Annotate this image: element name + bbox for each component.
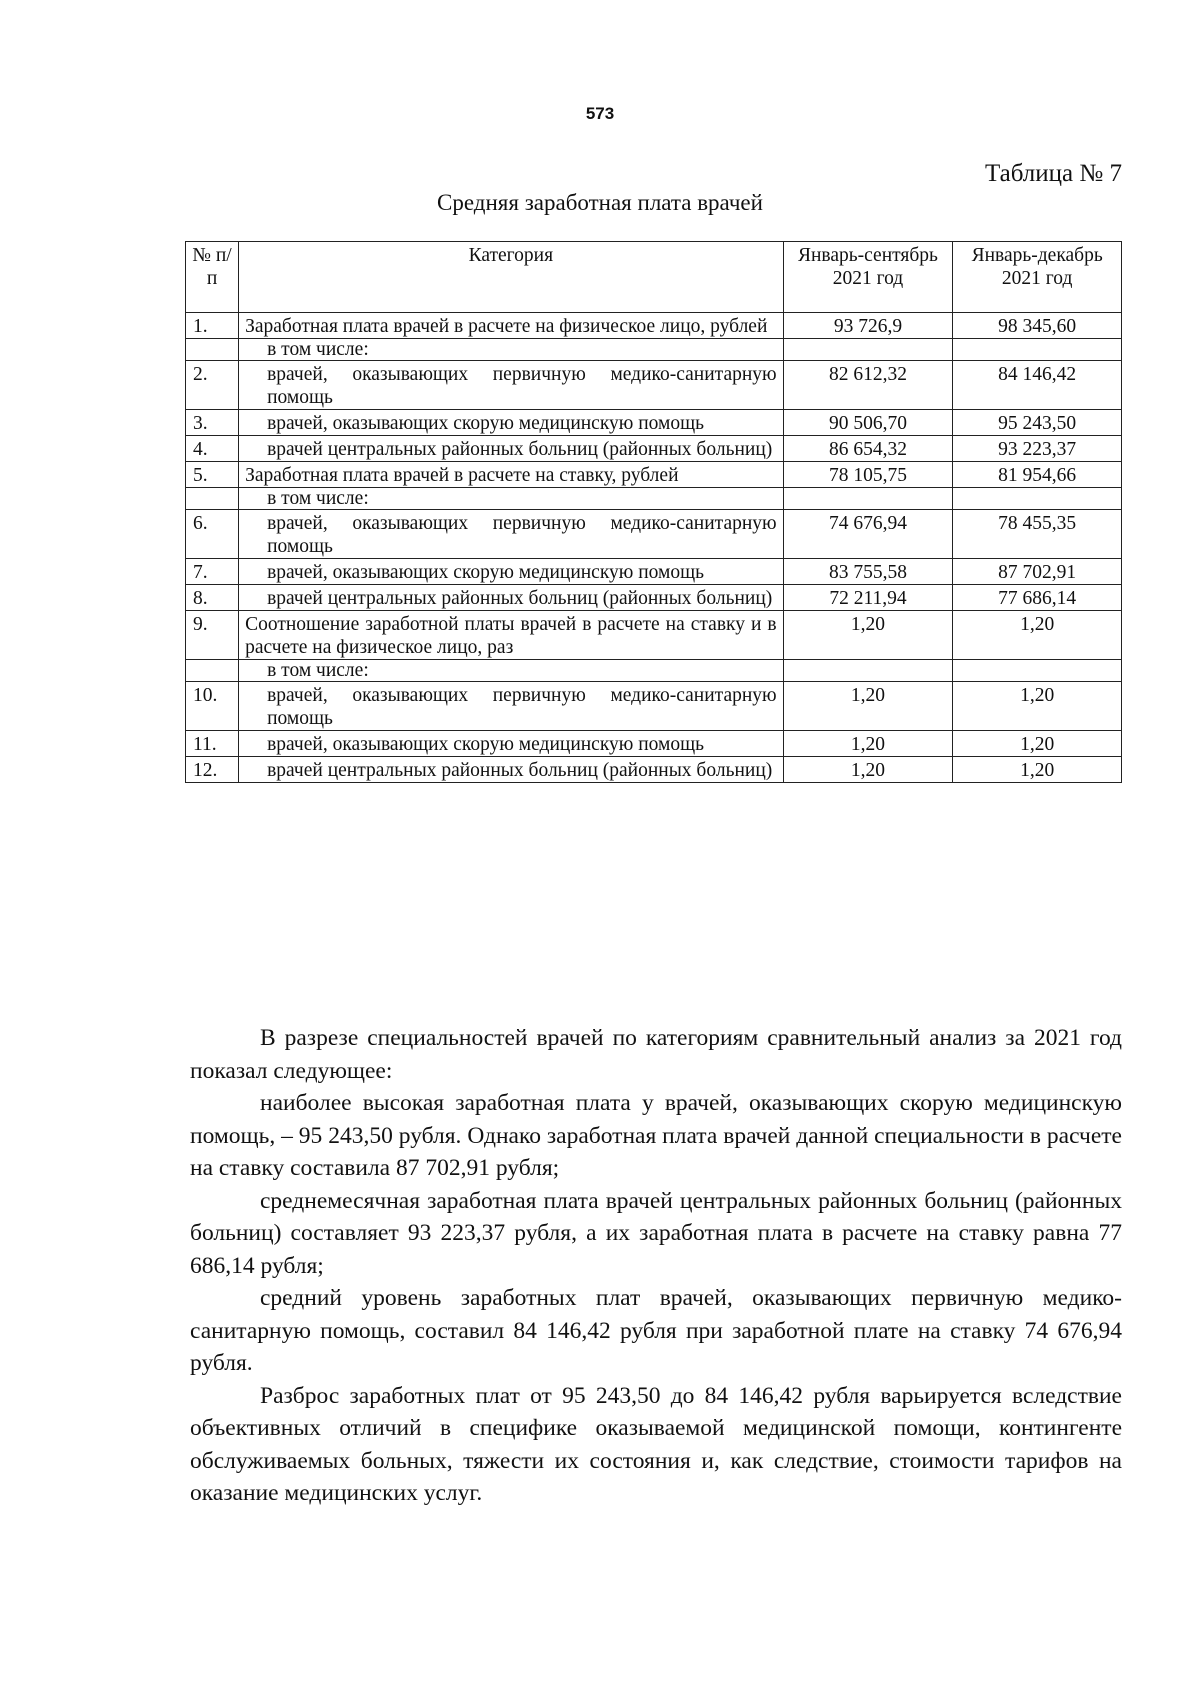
row-value-period2: 93 223,37 (953, 436, 1122, 462)
row-number: 10. (186, 682, 239, 731)
row-value-period1: 83 755,58 (783, 559, 953, 585)
row-category: Заработная плата врачей в расчете на ставку, рублей (239, 462, 784, 488)
header-category: Категория (239, 242, 784, 313)
table-title: Средняя заработная плата врачей (437, 190, 763, 215)
table-header-row (186, 242, 1122, 313)
table-row (186, 611, 1122, 660)
row-value-period1: 90 506,70 (783, 410, 953, 436)
body-paragraph: средний уровень заработных плат врачей, оказывающих первичную медико-санитарную помощь, составил 84 146,42 рубля при заработной плате на ставку 74 676,94 рубля. (190, 1285, 1122, 1376)
row-value-period1: 86 654,32 (783, 436, 953, 462)
row-number: 1. (186, 313, 239, 339)
row-value-period1: 78 105,75 (783, 462, 953, 488)
row-value-period2: 77 686,14 (953, 585, 1122, 611)
row-value-period1: 93 726,9 (783, 313, 953, 339)
row-value-period1: 1,20 (783, 731, 953, 757)
row-category: врачей, оказывающих первичную медико-санитарную помощь (239, 682, 784, 731)
body-paragraph: В разрезе специальностей врачей по категориям сравнительный анализ за 2021 год показал следующее: (190, 1025, 1122, 1084)
row-value-period1: 72 211,94 (783, 585, 953, 611)
table-row (186, 682, 1122, 731)
row-category: врачей, оказывающих первичную медико-санитарную помощь (239, 510, 784, 559)
row-category: врачей, оказывающих скорую медицинскую помощь (239, 410, 784, 436)
table-row (186, 559, 1122, 585)
row-number: 5. (186, 462, 239, 488)
row-category: врачей центральных районных больниц (районных больниц) (239, 585, 784, 611)
row-value-period2 (953, 339, 1122, 361)
row-number: 8. (186, 585, 239, 611)
table-body (186, 313, 1122, 783)
row-value-period2: 84 146,42 (953, 361, 1122, 410)
body-paragraph: Разброс заработных плат от 95 243,50 до 84 146,42 рубля варьируется вследствие объективных отличий в специфике оказываемой медицинской помощи, контингенте обслуживаемых больных, тяжести их состояния и, как следствие, стоимости тарифов на оказание медицинских услуг. (190, 1382, 1122, 1506)
row-value-period1: 82 612,32 (783, 361, 953, 410)
row-number (186, 488, 239, 510)
row-category: врачей центральных районных больниц (районных больниц) (239, 436, 784, 462)
row-value-period2: 95 243,50 (953, 410, 1122, 436)
row-value-period1: 1,20 (783, 682, 953, 731)
row-value-period2: 81 954,66 (953, 462, 1122, 488)
table-row (186, 410, 1122, 436)
row-value-period1: 1,20 (783, 611, 953, 660)
row-value-period2: 1,20 (953, 731, 1122, 757)
row-category: врачей, оказывающих скорую медицинскую помощь (239, 731, 784, 757)
row-number: 11. (186, 731, 239, 757)
row-number: 4. (186, 436, 239, 462)
salary-table (185, 241, 1122, 783)
row-number: 12. (186, 757, 239, 783)
row-value-period1 (783, 339, 953, 361)
row-number: 9. (186, 611, 239, 660)
body-text (190, 1022, 1122, 1510)
table-row (186, 585, 1122, 611)
row-value-period2: 78 455,35 (953, 510, 1122, 559)
row-value-period2: 1,20 (953, 757, 1122, 783)
row-category: врачей, оказывающих скорую медицинскую помощь (239, 559, 784, 585)
table-row (186, 731, 1122, 757)
row-value-period2: 98 345,60 (953, 313, 1122, 339)
table-row (186, 361, 1122, 410)
row-number (186, 339, 239, 361)
table-label: Таблица № 7 (984, 160, 1122, 187)
table-row (186, 660, 1122, 682)
body-paragraph: среднемесячная заработная плата врачей центральных районных больниц (районных больниц) составляет 93 223,37 рубля, а их заработная плата в расчете на ставку равна 77 686,14 рубля; (190, 1187, 1122, 1279)
row-value-period2: 1,20 (953, 611, 1122, 660)
page-number: 573 (585, 104, 615, 123)
row-value-period2 (953, 660, 1122, 682)
table-row (186, 488, 1122, 510)
row-category: врачей центральных районных больниц (районных больниц) (239, 757, 784, 783)
table-row (186, 510, 1122, 559)
row-number: 7. (186, 559, 239, 585)
header-period2: Январь-декабрь 2021 год (953, 242, 1122, 313)
row-category: в том числе: (239, 488, 784, 510)
row-value-period1: 1,20 (783, 757, 953, 783)
row-category: Соотношение заработной платы врачей в расчете на ставку и в расчете на физическое лицо, раз (239, 611, 784, 660)
row-value-period1: 74 676,94 (783, 510, 953, 559)
row-category: врачей, оказывающих первичную медико-санитарную помощь (239, 361, 784, 410)
row-value-period1 (783, 488, 953, 510)
row-value-period2: 1,20 (953, 682, 1122, 731)
row-number: 2. (186, 361, 239, 410)
row-number: 3. (186, 410, 239, 436)
header-period1: Январь-сентябрь 2021 год (783, 242, 953, 313)
row-category: в том числе: (239, 660, 784, 682)
row-value-period2 (953, 488, 1122, 510)
row-category: в том числе: (239, 339, 784, 361)
table-row (186, 462, 1122, 488)
row-value-period1 (783, 660, 953, 682)
row-category: Заработная плата врачей в расчете на физическое лицо, рублей (239, 313, 784, 339)
table-row (186, 436, 1122, 462)
header-num: № п/п (186, 242, 239, 313)
row-value-period2: 87 702,91 (953, 559, 1122, 585)
table-row (186, 313, 1122, 339)
body-paragraph: наиболее высокая заработная плата у врачей, оказывающих скорую медицинскую помощь, – 95 243,50 рубля. Однако заработная плата врачей данной специальности в расчете на ставку составила 87 702,91 рубля; (190, 1090, 1122, 1181)
row-number (186, 660, 239, 682)
table-row (186, 339, 1122, 361)
row-number: 6. (186, 510, 239, 559)
table-row (186, 757, 1122, 783)
